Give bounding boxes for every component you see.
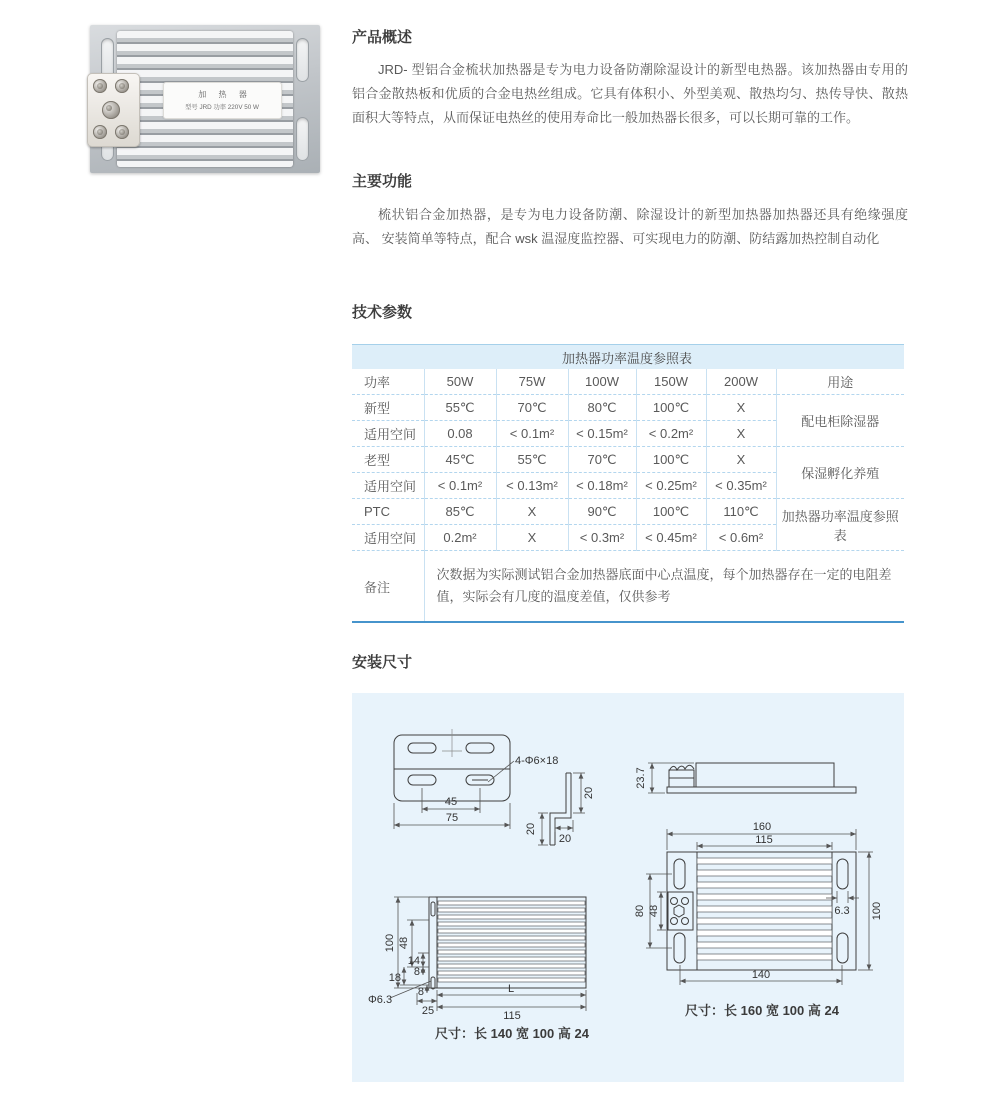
installation-drawings: [352, 693, 904, 1082]
table-cell: X: [496, 499, 568, 525]
dim-label: 100: [384, 933, 396, 953]
table-cell: < 0.3m²: [568, 525, 636, 551]
dim-label: 115: [755, 834, 773, 846]
dim-label: 140: [751, 969, 771, 981]
table-cell: 70℃: [568, 447, 636, 473]
usage-cell: 配电柜除湿器: [776, 395, 904, 447]
heater-nameplate: [163, 82, 282, 119]
dim-label: 25: [421, 1005, 435, 1017]
drawing-caption: 尺寸：长 140 宽 100 高 24: [435, 1026, 589, 1041]
table-cell: < 0.6m²: [706, 525, 776, 551]
table-cell: 45℃: [424, 447, 496, 473]
table-cell: 适用空间: [352, 473, 424, 499]
screw: [115, 79, 129, 93]
dim-label: 80: [634, 904, 646, 918]
screw: [102, 101, 120, 119]
drawing-z-bracket: [525, 773, 595, 845]
table-cell: < 0.2m²: [636, 421, 706, 447]
installation-drawings-panel: [352, 693, 904, 1082]
section-title-specs: 技术参数: [352, 304, 413, 321]
usage-cell: 保湿孵化养殖: [776, 447, 904, 499]
table-cell: < 0.15m²: [568, 421, 636, 447]
table-cell: 适用空间: [352, 525, 424, 551]
dim-label: Φ6.3: [368, 994, 393, 1006]
section-title-overview: 产品概述: [352, 29, 413, 46]
table-cell: X: [706, 447, 776, 473]
table-cell: X: [706, 421, 776, 447]
product-photo: [90, 25, 320, 173]
table-cell: < 0.1m²: [496, 421, 568, 447]
dim-label: 160: [752, 821, 772, 833]
table-cell: 0.2m²: [424, 525, 496, 551]
table-cell: 70℃: [496, 395, 568, 421]
functions-paragraph: 梳状铝合金加热器，是专为电力设备防潮、除湿设计的新型加热器加热器还具有绝缘强度高、 安装简单等特点，配合 wsk 温湿度监控器、可实现电力的防潮、防结露加热控制自动化: [352, 207, 908, 246]
table-row: [352, 447, 904, 473]
dim-label: 48: [648, 904, 660, 918]
drawing-front-view: [368, 897, 590, 1041]
table-cell: X: [706, 395, 776, 421]
table-cell: 100℃: [636, 447, 706, 473]
spec-table: [352, 344, 904, 623]
table-cell: 100℃: [636, 395, 706, 421]
section-title-dimensions: 安装尺寸: [352, 654, 413, 671]
dim-label: 115: [503, 1010, 521, 1022]
dim-label: 23.7: [635, 767, 647, 789]
dim-label: 8: [417, 986, 424, 998]
table-header-row: [352, 369, 904, 395]
dim-label: 14: [407, 955, 420, 967]
table-cell: < 0.13m²: [496, 473, 568, 499]
table-cell: X: [496, 525, 568, 551]
table-note-row: [352, 551, 904, 623]
table-cell: 新型: [352, 395, 424, 421]
section-title-functions: 主要功能: [352, 173, 413, 190]
dim-label: 45: [444, 796, 458, 808]
table-title-row: [352, 345, 904, 370]
overview-paragraph: JRD- 型铝合金梳状加热器是专为电力设备防潮除湿设计的新型电热器。该加热器由专用的 铝合金散热板和优质的合金电热丝组成。它具有体积小、外型美观、散热均匀、热传导快、散热 面积大等特点，从而保证电热丝的使用寿命比一般加热器长很多，可以长期可靠的工作。: [352, 62, 908, 125]
drawing-caption: 尺寸：长 160 宽 100 高 24: [685, 1003, 839, 1018]
dim-label: L: [507, 983, 515, 995]
table-cell: 55℃: [424, 395, 496, 421]
dim-label: 8: [413, 966, 420, 978]
drawing-mounting-plate: [394, 729, 558, 829]
dim-label: 75: [445, 812, 459, 824]
terminal-block: [87, 73, 140, 147]
col-header: 75W: [496, 369, 568, 395]
dim-label: 20: [583, 786, 595, 800]
dim-label: 100: [871, 901, 883, 921]
table-cell: 适用空间: [352, 421, 424, 447]
dim-label: 20: [525, 822, 537, 836]
drawing-side-view: [635, 763, 856, 793]
dim-label: 20: [558, 833, 572, 845]
table-cell: < 0.35m²: [706, 473, 776, 499]
screw: [93, 125, 107, 139]
table-cell: 90℃: [568, 499, 636, 525]
table-cell: 80℃: [568, 395, 636, 421]
mount-slot: [296, 38, 309, 82]
table-cell: < 0.18m²: [568, 473, 636, 499]
dim-label: 4-Φ6×18: [515, 755, 559, 767]
table-cell: < 0.1m²: [424, 473, 496, 499]
table-cell: 55℃: [496, 447, 568, 473]
screw: [93, 79, 107, 93]
mount-slot: [296, 117, 309, 161]
table-row: [352, 395, 904, 421]
dim-label: 18: [388, 972, 401, 984]
drawing-top-view: [634, 821, 883, 1018]
col-header: 功率: [364, 375, 391, 390]
table-cell: 85℃: [424, 499, 496, 525]
dim-label: 48: [398, 936, 410, 950]
table-cell: 0.08: [424, 421, 496, 447]
screw: [115, 125, 129, 139]
col-header: 用途: [776, 369, 904, 395]
table-cell: 老型: [352, 447, 424, 473]
table-cell: 110℃: [706, 499, 776, 525]
note-label: 备注: [352, 551, 424, 623]
note-text: 次数据为实际测试铝合金加热器底面中心点温度，每个加热器存在一定的电阻差值，实际会有几度的温度差值，仅供参考: [424, 551, 904, 623]
usage-cell: 加热器功率温度参照表: [776, 499, 904, 551]
col-header: 150W: [636, 369, 706, 395]
table-row: [352, 499, 904, 525]
col-header: 50W: [424, 369, 496, 395]
table-cell: < 0.45m²: [636, 525, 706, 551]
table-title: 加热器功率温度参照表: [352, 345, 904, 370]
nameplate-spec: 型号 JRD 功率 220V 50 W: [185, 104, 260, 111]
col-header: 200W: [706, 369, 776, 395]
table-cell: 100℃: [636, 499, 706, 525]
col-header: 100W: [568, 369, 636, 395]
table-cell: PTC: [352, 499, 424, 525]
table-cell: < 0.25m²: [636, 473, 706, 499]
nameplate-title: 加 热 器: [198, 90, 252, 99]
dim-label: 6.3: [834, 905, 850, 917]
